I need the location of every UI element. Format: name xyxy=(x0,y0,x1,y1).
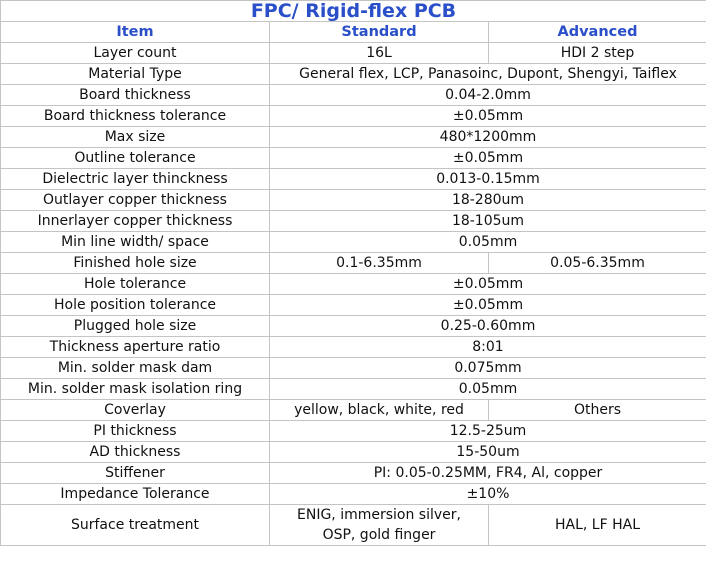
standard-value: 16L xyxy=(270,43,489,64)
table-row xyxy=(1,148,706,169)
standard-value-line: ENIG, immersion silver, xyxy=(297,507,461,523)
title-row xyxy=(1,1,706,22)
table-row xyxy=(1,400,706,421)
row-value: ±0.05mm xyxy=(270,106,706,127)
row-value: 18-105um xyxy=(270,211,706,232)
row-value: 18-280um xyxy=(270,190,706,211)
table-row xyxy=(1,505,706,546)
column-header-advanced: Advanced xyxy=(489,22,706,43)
row-label: Layer count xyxy=(1,43,270,64)
row-label: Dielectric layer thinckness xyxy=(1,169,270,190)
table-row xyxy=(1,316,706,337)
row-label: Min line width/ space xyxy=(1,232,270,253)
table-row xyxy=(1,85,706,106)
column-header-item: Item xyxy=(1,22,270,43)
row-value: 0.075mm xyxy=(270,358,706,379)
row-value: ±0.05mm xyxy=(270,295,706,316)
table-row xyxy=(1,484,706,505)
row-label: Min. solder mask dam xyxy=(1,358,270,379)
row-label: AD thickness xyxy=(1,442,270,463)
row-label: Max size xyxy=(1,127,270,148)
row-label: Finished hole size xyxy=(1,253,270,274)
row-label: Board thickness xyxy=(1,85,270,106)
row-label: Innerlayer copper thickness xyxy=(1,211,270,232)
row-value: 480*1200mm xyxy=(270,127,706,148)
row-value: 12.5-25um xyxy=(270,421,706,442)
advanced-value: 0.05-6.35mm xyxy=(489,253,706,274)
row-label: Plugged hole size xyxy=(1,316,270,337)
table-row xyxy=(1,127,706,148)
row-value: 0.04-2.0mm xyxy=(270,85,706,106)
advanced-value: Others xyxy=(489,400,706,421)
table-row xyxy=(1,421,706,442)
table-row xyxy=(1,442,706,463)
table-row xyxy=(1,463,706,484)
row-value: 0.25-0.60mm xyxy=(270,316,706,337)
table-row xyxy=(1,106,706,127)
row-label: Surface treatment xyxy=(1,505,270,546)
table-row xyxy=(1,64,706,85)
row-value: PI: 0.05-0.25MM, FR4, Al, copper xyxy=(270,463,706,484)
standard-value-line: OSP, gold finger xyxy=(322,527,436,543)
row-value: ±0.05mm xyxy=(270,148,706,169)
standard-value xyxy=(270,505,489,546)
row-value: ±0.05mm xyxy=(270,274,706,295)
row-label: Impedance Tolerance xyxy=(1,484,270,505)
advanced-value: HAL, LF HAL xyxy=(489,505,706,546)
table-row xyxy=(1,190,706,211)
table-row xyxy=(1,232,706,253)
row-label: Min. solder mask isolation ring xyxy=(1,379,270,400)
standard-value: 0.1-6.35mm xyxy=(270,253,489,274)
row-value: General flex, LCP, Panasoinc, Dupont, Shengyi, Taiflex xyxy=(270,64,706,85)
row-value: 8:01 xyxy=(270,337,706,358)
row-value: 0.05mm xyxy=(270,232,706,253)
row-label: Coverlay xyxy=(1,400,270,421)
header-row xyxy=(1,22,706,43)
row-value: 0.05mm xyxy=(270,379,706,400)
row-label: Hole tolerance xyxy=(1,274,270,295)
table-title: FPC/ Rigid-flex PCB xyxy=(1,1,706,22)
column-header-standard: Standard xyxy=(270,22,489,43)
row-label: Outlayer copper thickness xyxy=(1,190,270,211)
table-row xyxy=(1,295,706,316)
row-label: Material Type xyxy=(1,64,270,85)
row-value: 0.013-0.15mm xyxy=(270,169,706,190)
row-value: 15-50um xyxy=(270,442,706,463)
table-row xyxy=(1,43,706,64)
row-label: Board thickness tolerance xyxy=(1,106,270,127)
table-row xyxy=(1,211,706,232)
row-label: Stiffener xyxy=(1,463,270,484)
advanced-value: HDI 2 step xyxy=(489,43,706,64)
table-row xyxy=(1,337,706,358)
table-row xyxy=(1,169,706,190)
row-label: Thickness aperture ratio xyxy=(1,337,270,358)
row-label: Hole position tolerance xyxy=(1,295,270,316)
row-label: Outline tolerance xyxy=(1,148,270,169)
table-row xyxy=(1,379,706,400)
row-value: ±10% xyxy=(270,484,706,505)
table-row xyxy=(1,274,706,295)
standard-value: yellow, black, white, red xyxy=(270,400,489,421)
table-row xyxy=(1,253,706,274)
row-label: PI thickness xyxy=(1,421,270,442)
table-row xyxy=(1,358,706,379)
